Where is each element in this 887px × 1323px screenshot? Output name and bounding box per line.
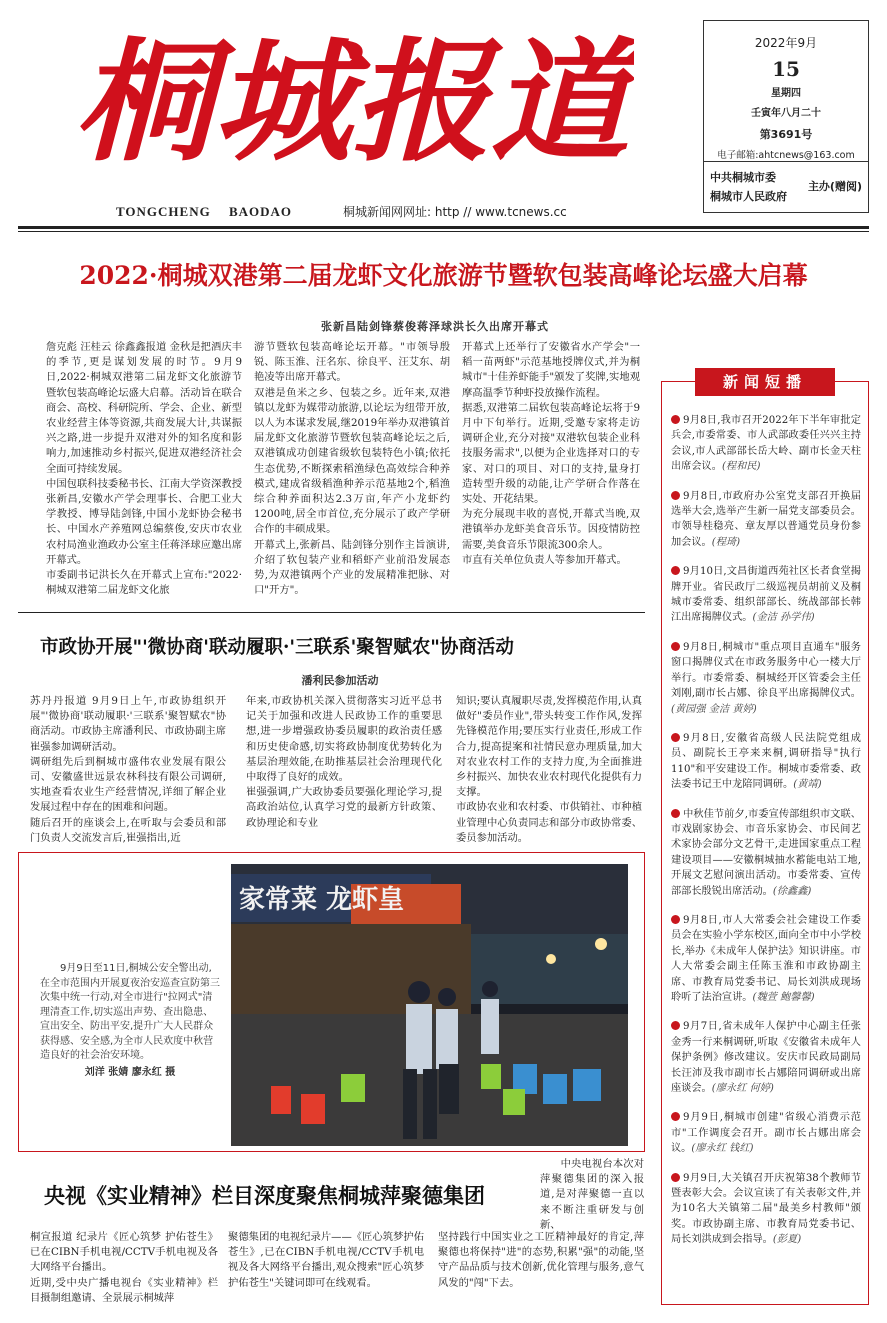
masthead-rule: [18, 226, 869, 229]
host-label: 主办(赠阅): [807, 180, 862, 193]
lead-text-2: 游节暨软包装高峰论坛开幕。"市领导殷锐、陈玉淮、汪名东、徐良平、汪艾东、胡艳凌等出席开幕式。 双港是鱼米之乡、包装之乡。近年来,双港镇以龙虾为媒带动旅游,以论坛为纽带开放,以人为本谋求发展,继2019年举办双港镇首届龙虾文化旅游节暨软包装高峰论坛之后,双港镇成功创建省级软包装特色小镇;依托生态优势,不断探索稻渔绿色高效综合种养模式,建成省级稻渔种养示范基地2个,稻渔综合种养面积达2.3万亩,年产小龙虾约1200吨,居全市首位,充分展示了政产学研合作的丰硕成果。 开幕式上,张新昌、陆剑锋分别作主旨演讲,介绍了软包装产业和稻虾产业前沿发展态势,为双港镇两个产业的发展精准把脉、对口"开方"。: [254, 341, 450, 597]
news-brief-item: [671, 1171, 861, 1248]
issue-lunar-date: 壬寅年八月二十: [751, 108, 821, 119]
second-text-2: 年来,市政协机关深入贯彻落实习近平总书记关于加强和改进人民政协工作的重要思想,进一步增强政协委员履职的政治责任感和历史使命感,切实将政协制度优势转化为基层治理效能,在助推基层社会治理现代化中取得了良好的成效。 崔强强调,广大政协委员要强化理论学习,提高政治站位,认真学习党的最新方针政策、政协理论和专业: [246, 695, 442, 829]
third-intro-text: 中央电视台本次对萍聚德集团的深入报道,是对萍聚德一直以来不断注重研发与创新、: [540, 1158, 644, 1231]
third-text-3: 坚持践行中国实业之工匠精神最好的肯定,萍聚德也将保持"进"的态势,积累"强"的动能,坚守产品品质与技术创新,优化管理与服务,意气风发的"闯"下去。: [438, 1231, 644, 1289]
sponsor-line-1: 中共桐城市委: [710, 171, 776, 184]
news-brief-byline: (黄园强 金洁 黄婷): [671, 703, 757, 715]
issue-number: 第3691号: [759, 128, 813, 141]
bullet-dot-icon: [671, 491, 680, 500]
masthead-pinyin: TONGCHENG BAODAO: [116, 204, 293, 219]
bullet-dot-icon: [671, 915, 680, 924]
bullet-dot-icon: [671, 642, 680, 651]
lead-headline: 2022·桐城双港第二届龙虾文化旅游节暨软包装高峰论坛盛大启幕: [79, 261, 808, 290]
news-brief-item: [671, 913, 861, 1005]
photo-credit: 刘洋 张婧 廖永红 摄: [84, 1066, 176, 1078]
bullet-dot-icon: [671, 1173, 680, 1182]
police-patrol-photo: [231, 864, 628, 1146]
sponsor-line-2: 桐城市人民政府: [710, 190, 787, 203]
news-brief-byline: (彭夏): [772, 1234, 802, 1246]
masthead-logo: [74, 18, 634, 188]
news-brief-byline: (程和民): [721, 461, 761, 473]
news-brief-item: [671, 1110, 861, 1156]
issue-month: 2022年9月: [754, 36, 818, 50]
news-briefs-list: [671, 413, 861, 1262]
third-text-1: 桐宣报道 纪录片《匠心筑梦 护佑苍生》已在CIBN手机电视/CCTV手机电视及各大网络平台播出。 近期,受中央广播电视台《实业精神》栏目摄制组邀请、全景展示桐城萍: [30, 1231, 218, 1304]
news-brief-text: 9月8日,安徽省高级人民法院党组成员、副院长王亭来来桐,调研指导"执行110"和平安建设工作。桐城市委常委、政法委书记王中龙陪同调研。: [671, 732, 861, 791]
news-brief-item: [671, 489, 861, 551]
news-brief-text: 9月9日,大关镇召开庆祝第38个教师节暨表彰大会。会议宣读了有关表彰文件,并为10名大关镇第二届"最美乡村教师"颁奖。市政协副主席、市教育局党委书记、局长刘洪成到会指导。: [671, 1172, 861, 1246]
second-headline: 市政协开展"'微协商'联动履职·'三联系'聚智赋农"协商活动: [40, 637, 514, 658]
third-column-3: [438, 1230, 644, 1291]
second-column-2: [246, 694, 442, 831]
bullet-dot-icon: [671, 415, 680, 424]
lead-subheadline: 张新昌陆剑锋蔡俊蒋泽球洪长久出席开幕式: [321, 320, 549, 333]
sponsor: [710, 168, 787, 206]
news-brief-item: [671, 1019, 861, 1096]
news-brief-byline: (徐鑫鑫): [772, 885, 812, 897]
second-text-3: 知识;要认真履职尽责,发挥模范作用,认真做好"委员作业",带头转变工作作风,发挥先锋模范作用;要压实行业责任,形成工作合力,提高提案和社情民意办理质量,加大对农业农村工作的支持力度,为全面推进乡村振兴、加快农业农村现代化提供有力支撑。 市政协农业和农村委、市供销社、市种植业管理中心负责同志和部分市政协常委、委员参加活动。: [456, 695, 642, 844]
logo-text: 桐城报道: [74, 25, 634, 180]
news-brief-text: 9月10日,文昌街道西苑社区长者食堂揭牌开业。省民政厅二级巡视员胡前义及桐城市委常委、组织部部长、统战部部长韩江出席揭牌仪式。: [671, 566, 861, 624]
bullet-dot-icon: [671, 1021, 680, 1030]
second-text-1: 苏丹丹报道 9月9日上午,市政协组织开展"'微协商'联动履职·'三联系'聚智赋农"协商活动。市政协主席潘利民、市政协副主席崔强参加调研活动。 调研组先后到桐城市盛伟农业发展有限公司、安徽盛世远景农林科技有限公司调研,实地查看农业生产经营情况,详细了解企业发展过程中存在的困难和问题。 随后召开的座谈会上,在听取与会委员和部门负责人交流发言后,崔强指出,近: [30, 695, 226, 844]
issue-info-box: [703, 20, 869, 213]
second-subheadline: 潘利民参加活动: [301, 674, 379, 687]
lead-text-1: 詹克彪 汪桂云 徐鑫鑫报道 金秋是把酒庆丰的季节,更是谋划发展的时节。9月9日,2022·桐城双港第二届龙虾文化旅游节暨软包装高峰论坛盛大启幕。活动旨在联合商会、高校、科研院所、学会、企业、新型农业经营主体等资源,共商发展大计,共谋振兴之路,进一步提升双港对外的知名度和影响力,加速推动乡村振兴,促进双港经济社会全面可持续发展。 中国包联科技委秘书长、江南大学资深教授张新昌,安徽水产学会理事长、合肥工业大学教授、博导陆剑锋,中国小龙虾协会秘书长、中国水产养殖网总编蔡俊,安庆市农业农村局渔业渔政办公室主任蒋泽球应邀出席开幕式。 市委副书记洪长久在开幕式上宣布:"2022·桐城双港第二届龙虾文化旅: [46, 341, 242, 597]
issue-day: 15: [772, 57, 800, 81]
news-brief-text: 9月8日,我市召开2022年下半年审批定兵会,市委常委、市人武部政委任兴兴主持会议,市人武部部长岳大岭、副市长金天柱出席会议。: [671, 415, 861, 473]
section-rule-1: [18, 612, 645, 613]
bullet-dot-icon: [671, 566, 680, 575]
lead-column-1: [46, 340, 242, 598]
restaurant-sign: 家常菜 龙虾皇: [239, 885, 405, 915]
news-brief-text: 9月9日,桐城市创建"省级心消费示范市"工作调度会召开。副市长占娜出席会议。: [671, 1112, 861, 1155]
contact-email: 电子邮箱:ahtcnews@163.com: [717, 150, 855, 161]
lead-text-3: 开幕式上还举行了安徽省水产学会"一稻一苗两虾"示范基地授牌仪式,并为桐城市"十佳养虾能手"颁发了奖牌,实地观摩高温季节种虾投放操作流程。 据悉,双港第二届软包装高峰论坛将于9月中下旬举行。近期,受邀专家将走访调研企业,充分对接"双港软包装企业科技服务需求",以便为企业选择对口的专家、对口的项目、对口的支持,量身打造转型升级的动能,让产学研合作落在实处、开花结果。 为充分展现丰收的喜悦,开幕式当晚,双港镇举办龙虾美食音乐节。因疫情防控需要,美食音乐节限流300余人。 市直有关单位负责人等参加开幕式。: [462, 341, 640, 566]
news-brief-text: 9月8日,市人大常委会社会建设工作委员会在实验小学东校区,面向全市中小学校长,举办《未成年人保护法》知识讲座。市人大常委会副主任陈玉淮和市政协副主席、市教育局党委书记、局长刘洪成现场聆听了法治宣讲。: [671, 914, 861, 1003]
lead-column-2: [254, 340, 450, 598]
news-brief-item: [671, 807, 861, 899]
news-brief-item: [671, 640, 861, 717]
news-brief-byline: (金洁 孙学伟): [752, 612, 815, 624]
news-brief-byline: (黄靖): [793, 779, 822, 791]
second-column-3: [456, 694, 642, 846]
website-url: 桐城新闻网网址: http // www.tcnews.cc: [343, 205, 567, 219]
third-intro: [540, 1157, 644, 1233]
news-brief-item: [671, 564, 861, 626]
news-brief-text: 9月8日,桐城市"重点项目直通车"服务窗口揭牌仪式在市政务服务中心一楼大厅举行。市委常委、桐城经开区管委会主任刘刚,副市长占娜、徐良平出席揭牌仪式。: [671, 641, 861, 700]
news-brief-text: 9月7日,省未成年人保护中心副主任张金秀一行来桐调研,听取《安徽省未成年人保护条例》修改建议。安庆市民政局副局长汪沛及我市副市长占娜陪同调研或出席座谈会。: [671, 1021, 861, 1095]
bullet-dot-icon: [671, 1112, 680, 1121]
third-headline: 央视《实业精神》栏目深度聚焦桐城萍聚德集团: [44, 1183, 485, 1208]
news-briefs-title: 新闻短播: [695, 368, 835, 396]
issue-weekday: 星期四: [771, 88, 801, 99]
news-brief-byline: (程琦): [711, 536, 741, 548]
third-column-2: [228, 1230, 424, 1291]
news-brief-text: 中秋佳节前夕,市委宣传部组织市文联、市戏剧家协会、市音乐家协会、市民间艺术家协会部分文艺骨干,走进国家重点工程建设项目——安徽桐城抽水蓄能电站工地,开展文艺慰问演出活动。市委常委、宣传部部长殷锐出席活动。: [671, 808, 861, 897]
second-column-1: [30, 694, 226, 846]
news-brief-text: 9月8日,市政府办公室党支部召开换届选举大会,选举产生新一届党支部委员会。市领导桂稳亮、章友厚以普通党员身份参加会议。: [671, 490, 861, 548]
masthead-rule-thin: [18, 231, 869, 232]
news-brief-byline: (廖永红 何婷): [711, 1083, 774, 1095]
third-text-2: 聚德集团的电视纪录片——《匠心筑梦护佑苍生》,已在CIBN手机电视/CCTV手机电视及各大网络平台播出,观众搜索"匠心筑梦 护佑苍生"关键词即可在线观看。: [228, 1231, 424, 1289]
bullet-dot-icon: [671, 809, 680, 818]
third-column-1: [30, 1230, 218, 1306]
photo-caption: [40, 962, 220, 1080]
lead-column-3: [462, 340, 640, 568]
news-brief-byline: (廖永红 钱红): [691, 1143, 754, 1155]
photo-caption-text: 9月9日至11日,桐城公安全警出动,在全市范围内开展夏夜治安巡查宣防第三次集中统一行动,对全市进行"拉网式"清理清查工作,切实巡出声势、查出隐患、宣出安全、防出平安,提升广大人民群众获得感、安全感,为全市人民欢度中秋营造良好的社会治安环境。: [40, 963, 220, 1061]
news-brief-item: [671, 413, 861, 475]
news-brief-item: [671, 731, 861, 793]
news-brief-byline: (魏萱 鲍馨馨): [752, 992, 815, 1003]
infobox-divider: [704, 161, 868, 162]
bullet-dot-icon: [671, 733, 680, 742]
